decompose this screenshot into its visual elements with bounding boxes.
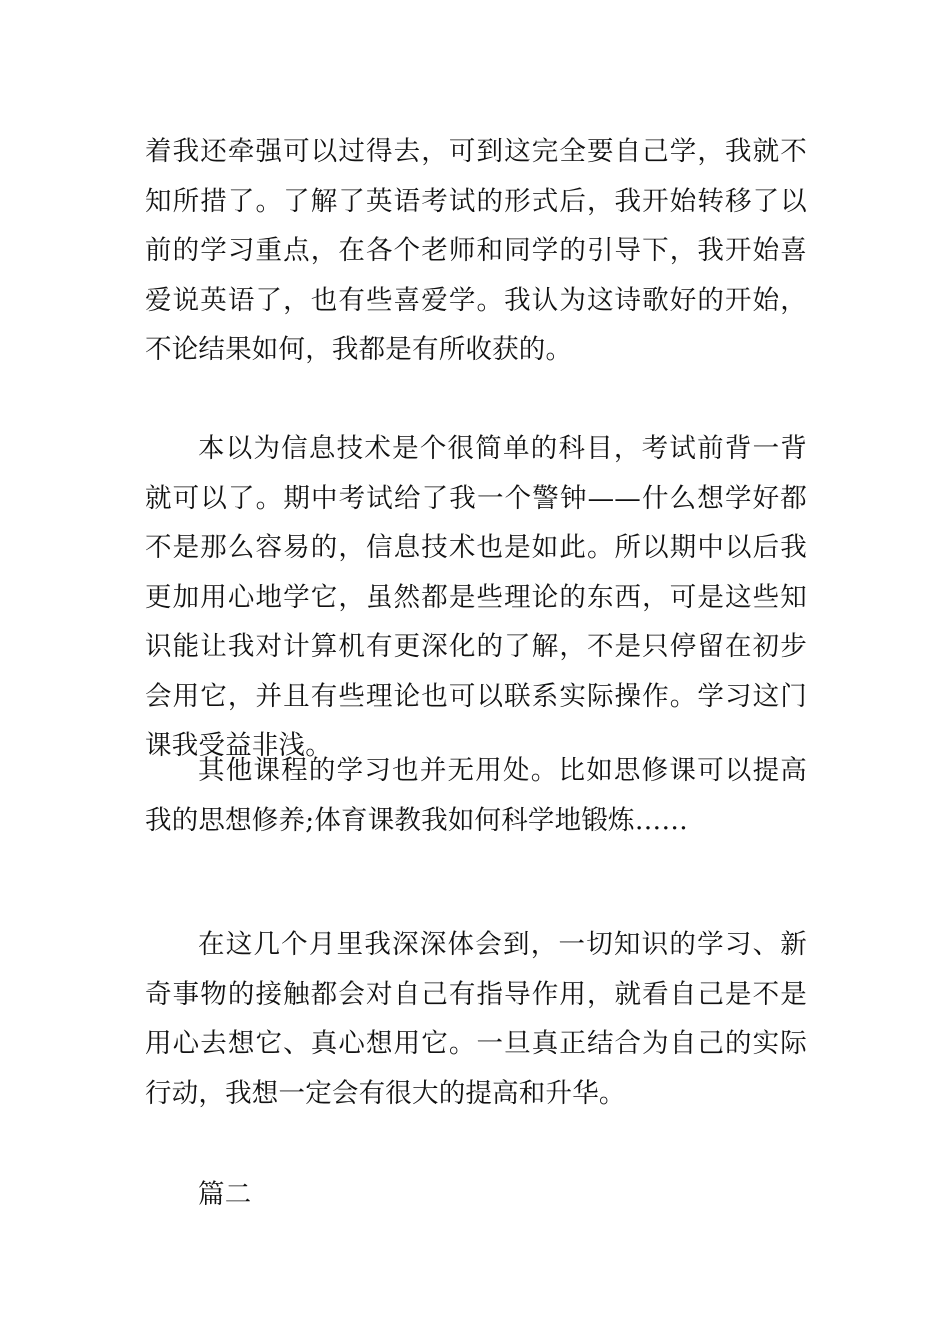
section-heading-part-two: 篇二 <box>198 1179 252 1210</box>
paragraph-continuation: 着我还牵强可以过得去，可到这完全要自己学，我就不知所措了。了解了英语考试的形式后，我开始转移了以前的学习重点，在各个老师和同学的引导下，我开始喜爱说英语了，也有些喜爱学。我认为这诗歌好的开始，不论结果如何，我都是有所收获的。 <box>145 136 807 365</box>
paragraph-reflection: 在这几个月里我深深体会到，一切知识的学习、新奇事物的接触都会对自己有指导作用，就看自己是不是用心去想它、真心想用它。一旦真正结合为自己的实际行动，我想一定会有很大的提高和升华。 <box>145 929 807 1109</box>
paragraph-other-courses: 其他课程的学习也并无用处。比如思修课可以提高我的思想修养;体育课教我如何科学地锻炼…… <box>145 755 807 836</box>
paragraph-information-technology: 本以为信息技术是个很简单的科目，考试前背一背就可以了。期中考试给了我一个警钟——什么想学好都不是那么容易的，信息技术也是如此。所以期中以后我更加用心地学它，虽然都是些理论的东西，可是这些知识能让我对计算机有更深化的了解，不是只停留在初步会用它，并且有些理论也可以联系实际操作。学习这门课我受益非浅。 <box>145 433 807 761</box>
